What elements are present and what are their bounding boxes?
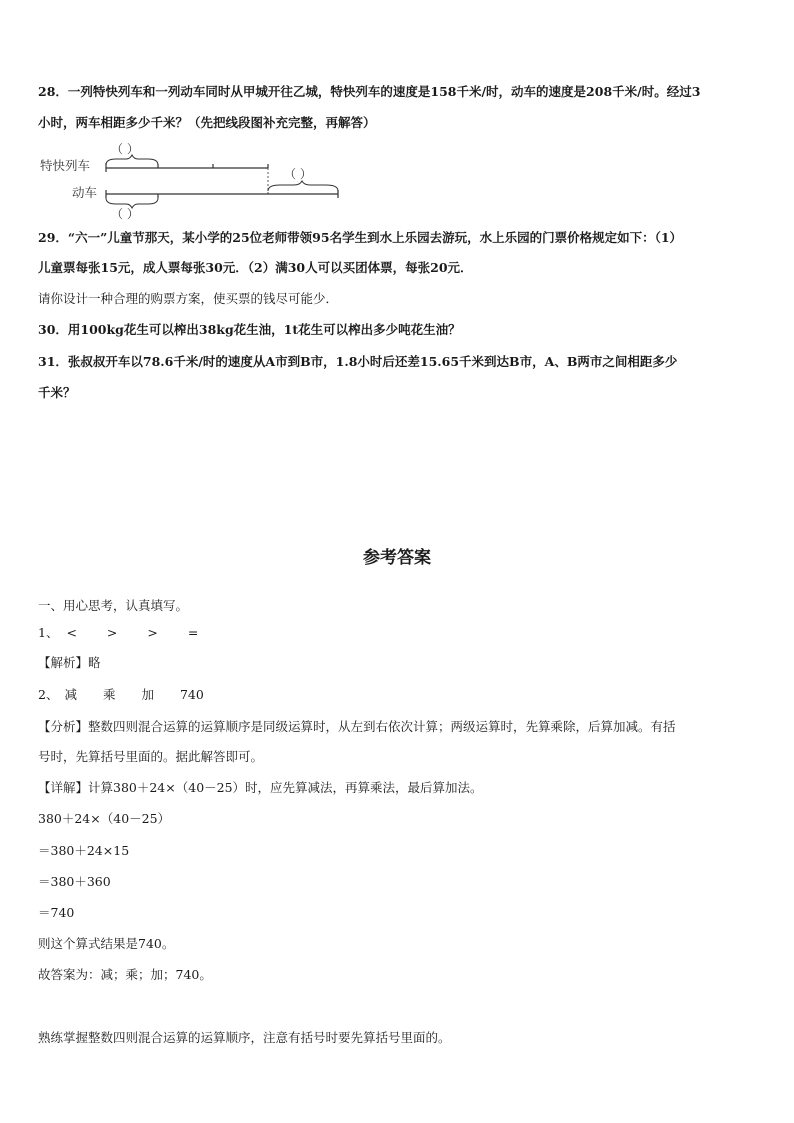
answer-2-note: 熟练掌握整数四则混合运算的运算顺序，注意有括号时要先算括号里面的。 [38,1030,451,1045]
brace-blank-top: （ ） [111,142,139,156]
line-segment-diagram [38,138,358,220]
answer-2-step-1: 380＋24×（40－25） [38,811,171,826]
question-29-line-3: 请你设计一种合理的购票方案，使买票的钱尽可能少． [38,291,339,306]
answer-2-final: 故答案为：减；乘；加；740。 [38,967,212,982]
answer-2-analysis-line-1: 【分析】整数四则混合运算的运算顺序是同级运算时，从左到右依次计算；两级运算时，先算乘除，后算加减。有括 [38,719,676,734]
label-emu-train: 动车 [72,185,98,200]
answer-1-symbol-1: < [66,625,77,640]
brace-top [106,155,158,165]
answer-2 [38,689,204,702]
answer-2-word-4: 740 [179,687,204,702]
question-28-line-1: 28．一列特快列车和一列动车同时从甲城开往乙城，特快列车的速度是158千米/时，动车的速度是208千米/时。经过3 [38,84,701,99]
question-31-line-2: 千米？ [38,385,76,400]
question-29-line-2: 儿童票每张15元，成人票每张30元．（2）满30人可以买团体票，每张20元． [38,260,473,275]
brace-blank-bottom: （ ） [111,207,139,220]
answer-2-number: 2、 [38,687,59,702]
question-29-line-1: 29．“六一”儿童节那天，某小学的25位老师带领95名学生到水上乐园去游玩，水上乐园的门票价格规定如下：（1） [38,230,683,245]
answer-1-symbol-2: > [106,625,118,640]
answer-2-detail: 【详解】计算380＋24×（40－25）时，应先算减法，再算乘法，最后算加法。 [38,780,483,795]
line-segment-diagram-svg [38,138,358,220]
answer-2-word-3: 加 [141,687,154,702]
question-30: 30．用100kg花生可以榨出38kg花生油，1t花生可以榨出多少吨花生油？ [38,322,461,337]
answer-2-step-2: ＝380＋24×15 [38,843,130,858]
brace-right [268,181,338,191]
answer-1-number: 1、 [38,625,59,640]
answer-1-symbol-3: > [147,625,158,640]
question-31-line-1: 31．张叔叔开车以78.6千米/时的速度从A市到B市，1.8小时后还差15.65千米到达B市，A、B两市之间相距多少 [38,354,678,369]
answer-1-analysis: 【解析】略 [38,655,101,670]
answer-2-result: 则这个算式结果是740。 [38,936,175,951]
answer-1 [38,627,198,640]
brace-blank-right: （ ） [284,167,312,181]
answer-2-word-1: 减 [64,687,77,702]
answers-section-1: 一、用心思考，认真填写。 [38,598,189,613]
answer-2-step-3: ＝380＋360 [38,874,111,889]
answers-title: 参考答案 [363,548,431,568]
answer-1-symbol-4: = [187,625,199,640]
question-28-line-2: 小时，两车相距多少千米？（先把线段图补充完整，再解答） [38,115,376,130]
answer-2-word-2: 乘 [102,687,116,702]
answer-2-analysis-line-2: 号时，先算括号里面的。据此解答即可。 [38,749,264,764]
answer-2-step-4: ＝740 [38,905,75,920]
label-express-train: 特快列车 [40,158,91,173]
